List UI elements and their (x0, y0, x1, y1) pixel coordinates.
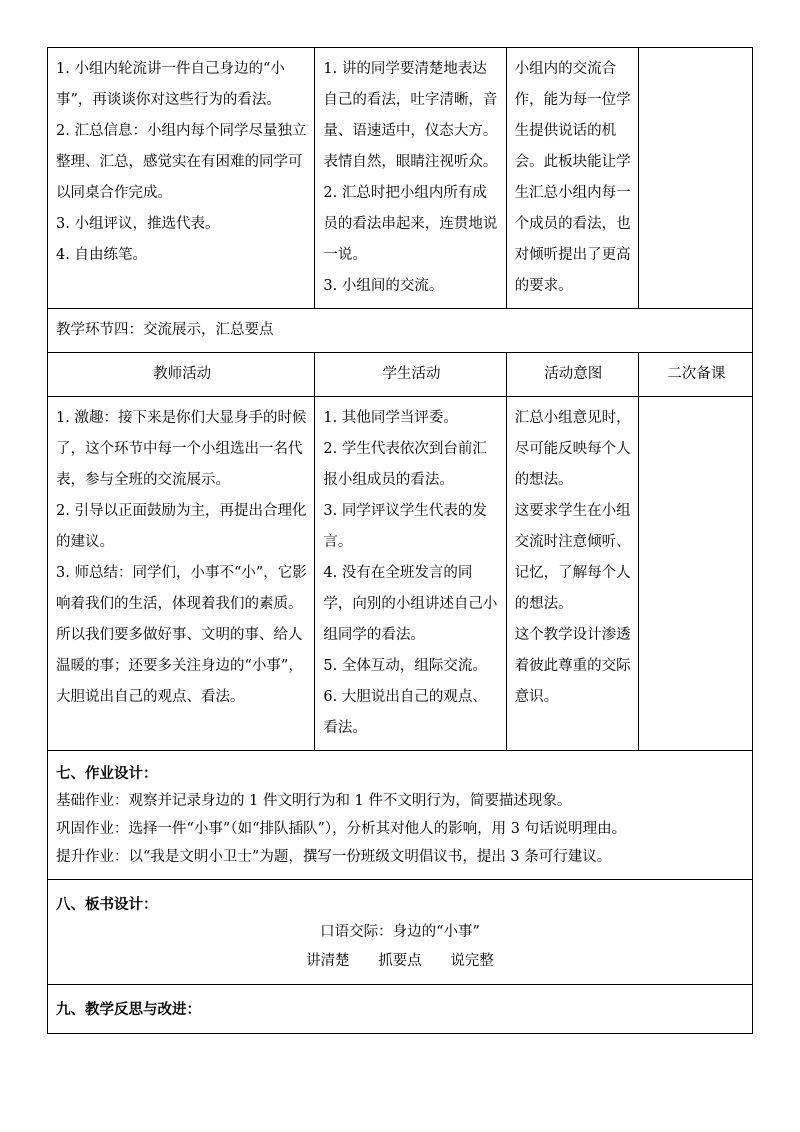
homework-row (48, 751, 753, 880)
student-item: 5. 全体互动，组际交流。 (323, 658, 487, 674)
teacher-item: 2. 汇总信息：小组内每个同学尽量独立整理、汇总，感觉实在有困难的同学可以同桌合作完成。 (56, 123, 307, 201)
notes-cell (638, 48, 752, 309)
teacher-item: 4. 自由练笔。 (56, 247, 147, 263)
intent-cell (506, 48, 638, 309)
student-item: 4. 没有在全班发言的同学，向别的小组讲述自己小组同学的看法。 (323, 565, 498, 643)
board-point: 抓要点 (378, 953, 422, 969)
board-row (48, 880, 753, 985)
homework-cell (48, 751, 753, 880)
teacher-item: 3. 师总结：同学们，小事不“小”，它影响着我们的生活，体现着我们的素质。所以我们要多做好事、文明的事、给人温暖的事；还要多关注身边的“小事”，大胆说出自己的观点、看法。 (56, 565, 307, 705)
reflection-row (48, 985, 753, 1034)
section-four-row (48, 309, 753, 353)
teacher-item: 1. 激趣：接下来是你们大显身手的时候了，这个环节中每一个小组选出一名代表，参与全班的交流展示。 (56, 410, 307, 488)
intent-item: 汇总小组意见时，尽可能反映每个人的想法。 (514, 410, 631, 488)
teacher-item: 1. 小组内轮流讲一件自己身边的“小事”，再谈谈你对这些行为的看法。 (56, 61, 285, 108)
teacher-item: 2. 引导以正面鼓励为主，再提出合理化的建议。 (56, 503, 307, 550)
student-activity-cell (315, 48, 506, 309)
student-item: 6. 大胆说出自己的观点、看法。 (323, 689, 487, 736)
header-intent: 活动意图 (506, 353, 638, 397)
board-points (56, 947, 744, 976)
teacher-item: 3. 小组评议，推选代表。 (56, 216, 220, 232)
header-notes: 二次备课 (638, 353, 752, 397)
student-item: 1. 讲的同学要清楚地表达自己的看法，吐字清晰，音量、语速适中，仪态大方。表情自然，眼睛注视听众。 (323, 61, 498, 170)
lesson-plan-table (47, 47, 753, 1034)
header-teacher: 教师活动 (48, 353, 315, 397)
student-item: 2. 汇总时把小组内所有成员的看法串起来，连贯地说一说。 (323, 185, 498, 263)
student-item: 1. 其他同学当评委。 (323, 410, 458, 426)
reflection-title: 九、教学反思与改进： (56, 1001, 201, 1018)
homework-line: 基础作业：观察并记录身边的 1 件文明行为和 1 件不文明行为，简要描述现象。 (56, 793, 572, 809)
homework-line: 巩固作业：选择一件“小事”（如“排队插队”），分析其对他人的影响，用 3 句话说明理由。 (56, 821, 627, 837)
student-item: 3. 同学评议学生代表的发言。 (323, 503, 487, 550)
activity-row-4 (48, 397, 753, 751)
intent-item: 这要求学生在小组交流时注意倾听、记忆，了解每个人的想法。 (514, 503, 631, 612)
intent-item: 小组内的交流合作，能为每一位学生提供说话的机会。此板块能让学生汇总小组内每一个成员的看法，也对倾听提出了更高的要求。 (514, 61, 631, 294)
header-student: 学生活动 (315, 353, 506, 397)
student-item: 2. 学生代表依次到台前汇报小组成员的看法。 (323, 441, 487, 488)
activity-row-3 (48, 48, 753, 309)
board-title: 八、板书设计： (56, 896, 158, 913)
board-cell (48, 880, 753, 985)
board-point: 说完整 (450, 953, 494, 969)
homework-line: 提升作业：以“我是文明小卫士”为题，撰写一份班级文明倡议书，提出 3 条可行建议。 (56, 849, 612, 865)
teacher-activity-cell (48, 48, 315, 309)
section-four-title: 教学环节四：交流展示，汇总要点 (48, 309, 753, 353)
intent-item: 这个教学设计渗透着彼此尊重的交际意识。 (514, 627, 631, 705)
student-item: 3. 小组间的交流。 (323, 278, 444, 294)
teacher-activity-cell (48, 397, 315, 751)
notes-cell (638, 397, 752, 751)
reflection-cell (48, 985, 753, 1034)
intent-cell (506, 397, 638, 751)
board-point: 讲清楚 (306, 953, 350, 969)
homework-title: 七、作业设计： (56, 765, 158, 782)
column-header-row (48, 353, 753, 397)
student-activity-cell (315, 397, 506, 751)
board-main: 口语交际：身边的“小事” (320, 924, 480, 940)
